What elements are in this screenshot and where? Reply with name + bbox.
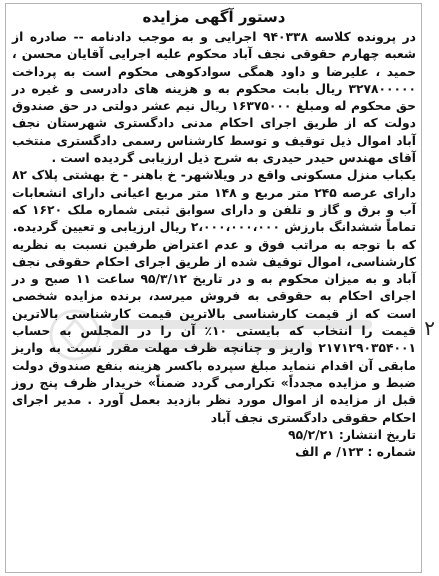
notice-paragraph-auction-terms: که با توجه به مراتب فوق و عدم اعتراض طرفین نسبت به نظریه کارشناسی، اموال توقیف شده از طریق اجرای احکام حقوقی نجف آباد و به میزان محکوم به و در تاریخ ۹۵/۳/۱۲ ساعت ۱۱ صبح و در اجرای احکام به حقوقی به فروش میرسد، برنده مزایده شخصی است که از قیمت کارشناسی بالاترین قیمت کارشناسی بالاترین قیمت را انتخاب که بایستی ۱۰٪ آن را در المجلس به حساب ۲۱۷۱۲۹۰۳۵۴۰۰۱ واریز و چنانچه ظرف مهلت مقرر نسبت به واریز مابقی آن اقدام ننماید مبلغ سپرده باکسر هزینه بنفع صندوق دولت ضبط و مزایده مجدداً» تکرارمی گردد ضمناً» خریدار ظرف پنج روز قبل از مزایده از اموال مورد نظر بازدید بعمل آورد . مدیر اجرای احکام حقوقی دادگستری نجف آباد bbox=[12, 237, 417, 425]
notice-number: شماره : ۱۲۳/ م الف bbox=[295, 445, 416, 460]
notice-paragraph-property: یکباب منزل مسکونی واقع در ویلاشهر- خ باهنر - خ بهشتی پلاک ۸۲ دارای عرصه ۲۴۵ متر مربع و ۱۴۸ متر مربع اعیانی دارای انشعابات آب و برق و گاز و تلفن و دارای سوابق ثبتی شماره ملک ۱۶۲۰ که تماماً ششدانگ بارزش ۲،۰۰۰،۰۰۰،۰۰۰ ریال ارزیابی و تعیین گردیده. bbox=[12, 168, 416, 235]
publish-date: تاریخ انتشار: ۹۵/۲/۲۱ bbox=[288, 427, 416, 442]
notice-paragraph-case: در پرونده کلاسه ۹۴۰۳۳۸ اجرایی و به موجب دادنامه -- صادره از شعبه چهارم حقوقی نجف آباد محکوم علیه اجرایی آقایان محسن ، حمید ، علیرضا و داود همگی سوادکوهی محکوم است به پرداخت ۳۲۷۸۰۰۰۰۰ ریال بابت محکوم به و هزینه های دادرسی و غیره در حق محکوم له ومبلغ ۱۶۳۷۵۰۰۰ ریال نیم عشر دولتی در حق صندوق دولت که از طریق اجرای احکام مدنی دادگستری شهرستان نجف آباد اموال ذیل توقیف و توسط کارشناس رسمی دادگستری منتخب آقای مهندس حیدر حیدری به شرح ذیل ارزیابی گردیده است . bbox=[12, 30, 416, 166]
auction-notice bbox=[12, 6, 416, 461]
margin-mark: ۲ bbox=[424, 316, 435, 340]
notice-title: دستور آگهی مزایده bbox=[142, 8, 286, 26]
